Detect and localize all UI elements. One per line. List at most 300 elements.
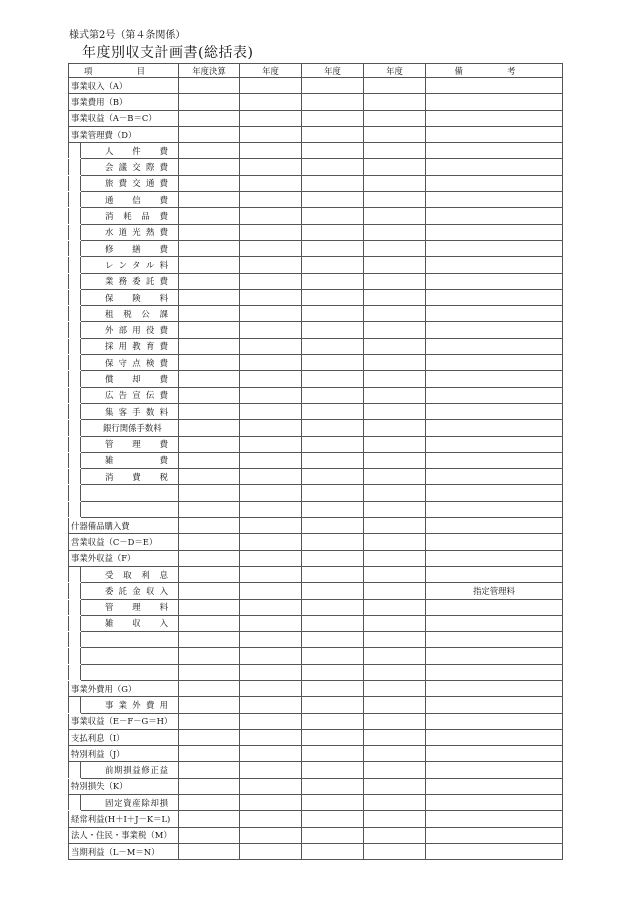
row-label: 事業収益（E－F－G＝H）: [69, 713, 179, 729]
table-body: [69, 78, 563, 860]
value-cell: [240, 534, 302, 550]
value-cell: [240, 746, 302, 762]
table-row: [69, 599, 563, 615]
value-cell: [240, 257, 302, 273]
indent-cell: [69, 795, 81, 811]
value-cell: [364, 795, 426, 811]
remarks-cell: [426, 289, 563, 305]
remarks-cell: [426, 566, 563, 582]
remarks-cell: [426, 599, 563, 615]
value-cell: [240, 240, 302, 256]
value-cell: [240, 713, 302, 729]
value-cell: [179, 811, 240, 827]
value-cell: [364, 371, 426, 387]
remarks-cell: [426, 208, 563, 224]
value-cell: [302, 729, 364, 745]
row-label: 事業外費用（G）: [69, 680, 179, 696]
sub-item-label: [81, 485, 179, 501]
value-cell: [240, 811, 302, 827]
income-plan-table: [68, 63, 563, 860]
remarks-cell: [426, 811, 563, 827]
col-header-year-2: 年度: [302, 64, 364, 78]
sub-item-label: 採用教育費: [81, 338, 179, 354]
value-cell: [364, 126, 426, 142]
indent-cell: [69, 240, 81, 256]
table-row: [69, 566, 563, 582]
sub-item-label: 保険料: [81, 289, 179, 305]
remarks-cell: [426, 632, 563, 648]
value-cell: [240, 94, 302, 110]
row-label: 事業外収益（F）: [69, 550, 179, 566]
table-row: [69, 697, 563, 713]
value-cell: [240, 338, 302, 354]
table-row: [69, 159, 563, 175]
value-cell: [364, 615, 426, 631]
table-row: [69, 110, 563, 126]
value-cell: [364, 469, 426, 485]
indent-cell: [69, 501, 81, 517]
remarks-cell: [426, 795, 563, 811]
page-title: 年度別収支計画書(総括表): [82, 45, 254, 61]
table-row: [69, 583, 563, 599]
value-cell: [364, 518, 426, 534]
value-cell: [179, 387, 240, 403]
table-row: [69, 762, 563, 778]
sub-item-label: 雑収入: [81, 615, 179, 631]
sub-item-label: レンタル料: [81, 257, 179, 273]
value-cell: [179, 599, 240, 615]
remarks-cell: [426, 436, 563, 452]
remarks-cell: [426, 485, 563, 501]
value-cell: [302, 371, 364, 387]
value-cell: [364, 240, 426, 256]
value-cell: [240, 632, 302, 648]
value-cell: [302, 583, 364, 599]
value-cell: [179, 175, 240, 191]
value-cell: [240, 615, 302, 631]
value-cell: [240, 778, 302, 794]
table-row: [69, 126, 563, 142]
value-cell: [179, 632, 240, 648]
row-label: 営業収益（C－D＝E）: [69, 534, 179, 550]
table-row: [69, 615, 563, 631]
value-cell: [302, 289, 364, 305]
table-row: [69, 78, 563, 94]
value-cell: [302, 240, 364, 256]
value-cell: [240, 648, 302, 664]
value-cell: [179, 843, 240, 859]
value-cell: [302, 680, 364, 696]
table-row: [69, 648, 563, 664]
sub-item-label: 集客手数料: [81, 403, 179, 419]
table-row: [69, 224, 563, 240]
value-cell: [364, 338, 426, 354]
value-cell: [364, 159, 426, 175]
sub-item-label: 受取利息: [81, 566, 179, 582]
value-cell: [240, 355, 302, 371]
row-label: 事業収益（A－B＝C）: [69, 110, 179, 126]
col-header-settlement: 年度決算: [179, 64, 240, 78]
value-cell: [240, 583, 302, 599]
value-cell: [240, 143, 302, 159]
remarks-cell: [426, 762, 563, 778]
value-cell: [179, 729, 240, 745]
table-header-row: [69, 64, 563, 78]
row-label: 支払利息（I）: [69, 729, 179, 745]
value-cell: [302, 322, 364, 338]
value-cell: [179, 110, 240, 126]
remarks-cell: [426, 175, 563, 191]
value-cell: [179, 534, 240, 550]
remarks-cell: [426, 322, 563, 338]
value-cell: [364, 648, 426, 664]
value-cell: [364, 778, 426, 794]
remarks-cell: [426, 257, 563, 273]
value-cell: [364, 208, 426, 224]
indent-cell: [69, 648, 81, 664]
value-cell: [179, 713, 240, 729]
value-cell: [179, 306, 240, 322]
value-cell: [302, 746, 364, 762]
remarks-cell: [426, 550, 563, 566]
value-cell: [364, 175, 426, 191]
indent-cell: [69, 175, 81, 191]
remarks-cell: 指定管理料: [426, 583, 563, 599]
indent-cell: [69, 599, 81, 615]
value-cell: [179, 518, 240, 534]
table-row: [69, 289, 563, 305]
value-cell: [240, 795, 302, 811]
table-row: [69, 273, 563, 289]
value-cell: [240, 485, 302, 501]
sub-item-label: 管理料: [81, 599, 179, 615]
remarks-cell: [426, 159, 563, 175]
value-cell: [240, 550, 302, 566]
value-cell: [240, 843, 302, 859]
table-row: [69, 355, 563, 371]
remarks-cell: [426, 224, 563, 240]
remarks-cell: [426, 387, 563, 403]
remarks-cell: [426, 355, 563, 371]
remarks-cell: [426, 126, 563, 142]
value-cell: [364, 485, 426, 501]
indent-cell: [69, 322, 81, 338]
value-cell: [364, 664, 426, 680]
value-cell: [179, 436, 240, 452]
remarks-cell: [426, 827, 563, 843]
value-cell: [240, 387, 302, 403]
value-cell: [302, 436, 364, 452]
value-cell: [240, 159, 302, 175]
value-cell: [364, 713, 426, 729]
table-row: [69, 778, 563, 794]
table-row: [69, 452, 563, 468]
col-header-item: 項 目: [69, 64, 179, 78]
value-cell: [240, 664, 302, 680]
table-row: [69, 534, 563, 550]
value-cell: [240, 175, 302, 191]
value-cell: [302, 501, 364, 517]
remarks-cell: [426, 648, 563, 664]
value-cell: [179, 192, 240, 208]
indent-cell: [69, 355, 81, 371]
value-cell: [302, 566, 364, 582]
indent-cell: [69, 289, 81, 305]
sub-item-label: 租税公課: [81, 306, 179, 322]
value-cell: [240, 289, 302, 305]
indent-cell: [69, 192, 81, 208]
table-row: [69, 746, 563, 762]
value-cell: [302, 452, 364, 468]
remarks-cell: [426, 371, 563, 387]
sub-item-label: 委託金収入: [81, 583, 179, 599]
value-cell: [364, 322, 426, 338]
remarks-cell: [426, 420, 563, 436]
value-cell: [179, 322, 240, 338]
table-row: [69, 518, 563, 534]
indent-cell: [69, 420, 81, 436]
indent-cell: [69, 403, 81, 419]
value-cell: [302, 257, 364, 273]
table-row: [69, 713, 563, 729]
value-cell: [364, 110, 426, 126]
indent-cell: [69, 615, 81, 631]
table-row: [69, 338, 563, 354]
indent-cell: [69, 306, 81, 322]
value-cell: [364, 534, 426, 550]
value-cell: [364, 729, 426, 745]
table-row: [69, 664, 563, 680]
value-cell: [364, 762, 426, 778]
value-cell: [179, 452, 240, 468]
value-cell: [179, 566, 240, 582]
value-cell: [240, 501, 302, 517]
value-cell: [364, 583, 426, 599]
value-cell: [364, 501, 426, 517]
sub-item-label: 前期損益修正益: [81, 762, 179, 778]
value-cell: [302, 387, 364, 403]
remarks-cell: [426, 534, 563, 550]
value-cell: [364, 436, 426, 452]
value-cell: [364, 306, 426, 322]
value-cell: [179, 583, 240, 599]
value-cell: [302, 338, 364, 354]
value-cell: [302, 485, 364, 501]
indent-cell: [69, 664, 81, 680]
value-cell: [179, 469, 240, 485]
value-cell: [179, 240, 240, 256]
indent-cell: [69, 485, 81, 501]
value-cell: [179, 485, 240, 501]
value-cell: [302, 403, 364, 419]
value-cell: [240, 420, 302, 436]
value-cell: [302, 534, 364, 550]
value-cell: [240, 192, 302, 208]
value-cell: [302, 94, 364, 110]
value-cell: [179, 501, 240, 517]
row-label: 当期利益（L－M＝N）: [69, 843, 179, 859]
table-row: [69, 436, 563, 452]
value-cell: [364, 599, 426, 615]
table-row: [69, 632, 563, 648]
value-cell: [179, 827, 240, 843]
value-cell: [302, 697, 364, 713]
table-row: [69, 501, 563, 517]
indent-cell: [69, 387, 81, 403]
remarks-cell: [426, 843, 563, 859]
value-cell: [179, 224, 240, 240]
value-cell: [364, 94, 426, 110]
table-row: [69, 322, 563, 338]
sub-item-label: 消費税: [81, 469, 179, 485]
remarks-cell: [426, 469, 563, 485]
value-cell: [302, 599, 364, 615]
value-cell: [179, 143, 240, 159]
value-cell: [302, 843, 364, 859]
value-cell: [179, 355, 240, 371]
table-row: [69, 371, 563, 387]
value-cell: [364, 827, 426, 843]
value-cell: [240, 78, 302, 94]
value-cell: [240, 599, 302, 615]
value-cell: [302, 159, 364, 175]
remarks-cell: [426, 680, 563, 696]
sub-item-label: 銀行関係手数料: [81, 420, 179, 436]
value-cell: [240, 697, 302, 713]
value-cell: [302, 224, 364, 240]
remarks-cell: [426, 192, 563, 208]
value-cell: [179, 338, 240, 354]
value-cell: [302, 518, 364, 534]
remarks-cell: [426, 729, 563, 745]
value-cell: [240, 518, 302, 534]
value-cell: [179, 94, 240, 110]
table-row: [69, 240, 563, 256]
remarks-cell: [426, 746, 563, 762]
row-label: 事業管理費（D）: [69, 126, 179, 142]
indent-cell: [69, 224, 81, 240]
form-number: 様式第2号（第４条関係）: [69, 30, 186, 41]
value-cell: [364, 680, 426, 696]
value-cell: [302, 273, 364, 289]
remarks-cell: [426, 94, 563, 110]
value-cell: [364, 224, 426, 240]
value-cell: [179, 697, 240, 713]
value-cell: [240, 680, 302, 696]
value-cell: [240, 208, 302, 224]
value-cell: [364, 192, 426, 208]
value-cell: [302, 126, 364, 142]
value-cell: [179, 403, 240, 419]
value-cell: [240, 273, 302, 289]
remarks-cell: [426, 143, 563, 159]
table-row: [69, 94, 563, 110]
value-cell: [364, 550, 426, 566]
value-cell: [179, 615, 240, 631]
indent-cell: [69, 583, 81, 599]
value-cell: [364, 355, 426, 371]
value-cell: [302, 208, 364, 224]
indent-cell: [69, 208, 81, 224]
table-row: [69, 485, 563, 501]
value-cell: [179, 208, 240, 224]
value-cell: [179, 762, 240, 778]
sub-item-label: 雑費: [81, 452, 179, 468]
value-cell: [364, 811, 426, 827]
table-row: [69, 729, 563, 745]
indent-cell: [69, 632, 81, 648]
value-cell: [302, 78, 364, 94]
value-cell: [240, 827, 302, 843]
value-cell: [364, 289, 426, 305]
value-cell: [240, 566, 302, 582]
remarks-cell: [426, 403, 563, 419]
sub-item-label: 償却費: [81, 371, 179, 387]
indent-cell: [69, 338, 81, 354]
sub-item-label: [81, 664, 179, 680]
value-cell: [364, 78, 426, 94]
sub-item-label: [81, 632, 179, 648]
value-cell: [302, 713, 364, 729]
remarks-cell: [426, 78, 563, 94]
value-cell: [302, 355, 364, 371]
indent-cell: [69, 762, 81, 778]
value-cell: [179, 273, 240, 289]
sub-item-label: 業務委託費: [81, 273, 179, 289]
sub-item-label: 保守点検費: [81, 355, 179, 371]
sub-item-label: 消耗品費: [81, 208, 179, 224]
value-cell: [364, 697, 426, 713]
row-label: 特別利益（J）: [69, 746, 179, 762]
value-cell: [240, 762, 302, 778]
indent-cell: [69, 469, 81, 485]
indent-cell: [69, 159, 81, 175]
value-cell: [302, 469, 364, 485]
value-cell: [240, 322, 302, 338]
table-row: [69, 192, 563, 208]
table-row: [69, 306, 563, 322]
remarks-cell: [426, 664, 563, 680]
value-cell: [240, 436, 302, 452]
value-cell: [302, 811, 364, 827]
sub-item-label: 人件費: [81, 143, 179, 159]
value-cell: [179, 664, 240, 680]
remarks-cell: [426, 697, 563, 713]
sub-item-label: 広告宣伝費: [81, 387, 179, 403]
indent-cell: [69, 566, 81, 582]
sub-item-label: 管理費: [81, 436, 179, 452]
row-label: 什器備品購入費: [69, 518, 179, 534]
value-cell: [364, 257, 426, 273]
value-cell: [179, 648, 240, 664]
value-cell: [302, 550, 364, 566]
col-header-year-1: 年度: [240, 64, 302, 78]
sub-item-label: 外部用役費: [81, 322, 179, 338]
value-cell: [364, 746, 426, 762]
table-row: [69, 550, 563, 566]
remarks-cell: [426, 518, 563, 534]
value-cell: [302, 827, 364, 843]
value-cell: [240, 469, 302, 485]
sub-item-label: [81, 648, 179, 664]
table-row: [69, 795, 563, 811]
indent-cell: [69, 273, 81, 289]
remarks-cell: [426, 615, 563, 631]
value-cell: [302, 778, 364, 794]
remarks-cell: [426, 501, 563, 517]
row-label: 事業費用（B）: [69, 94, 179, 110]
table-row: [69, 680, 563, 696]
